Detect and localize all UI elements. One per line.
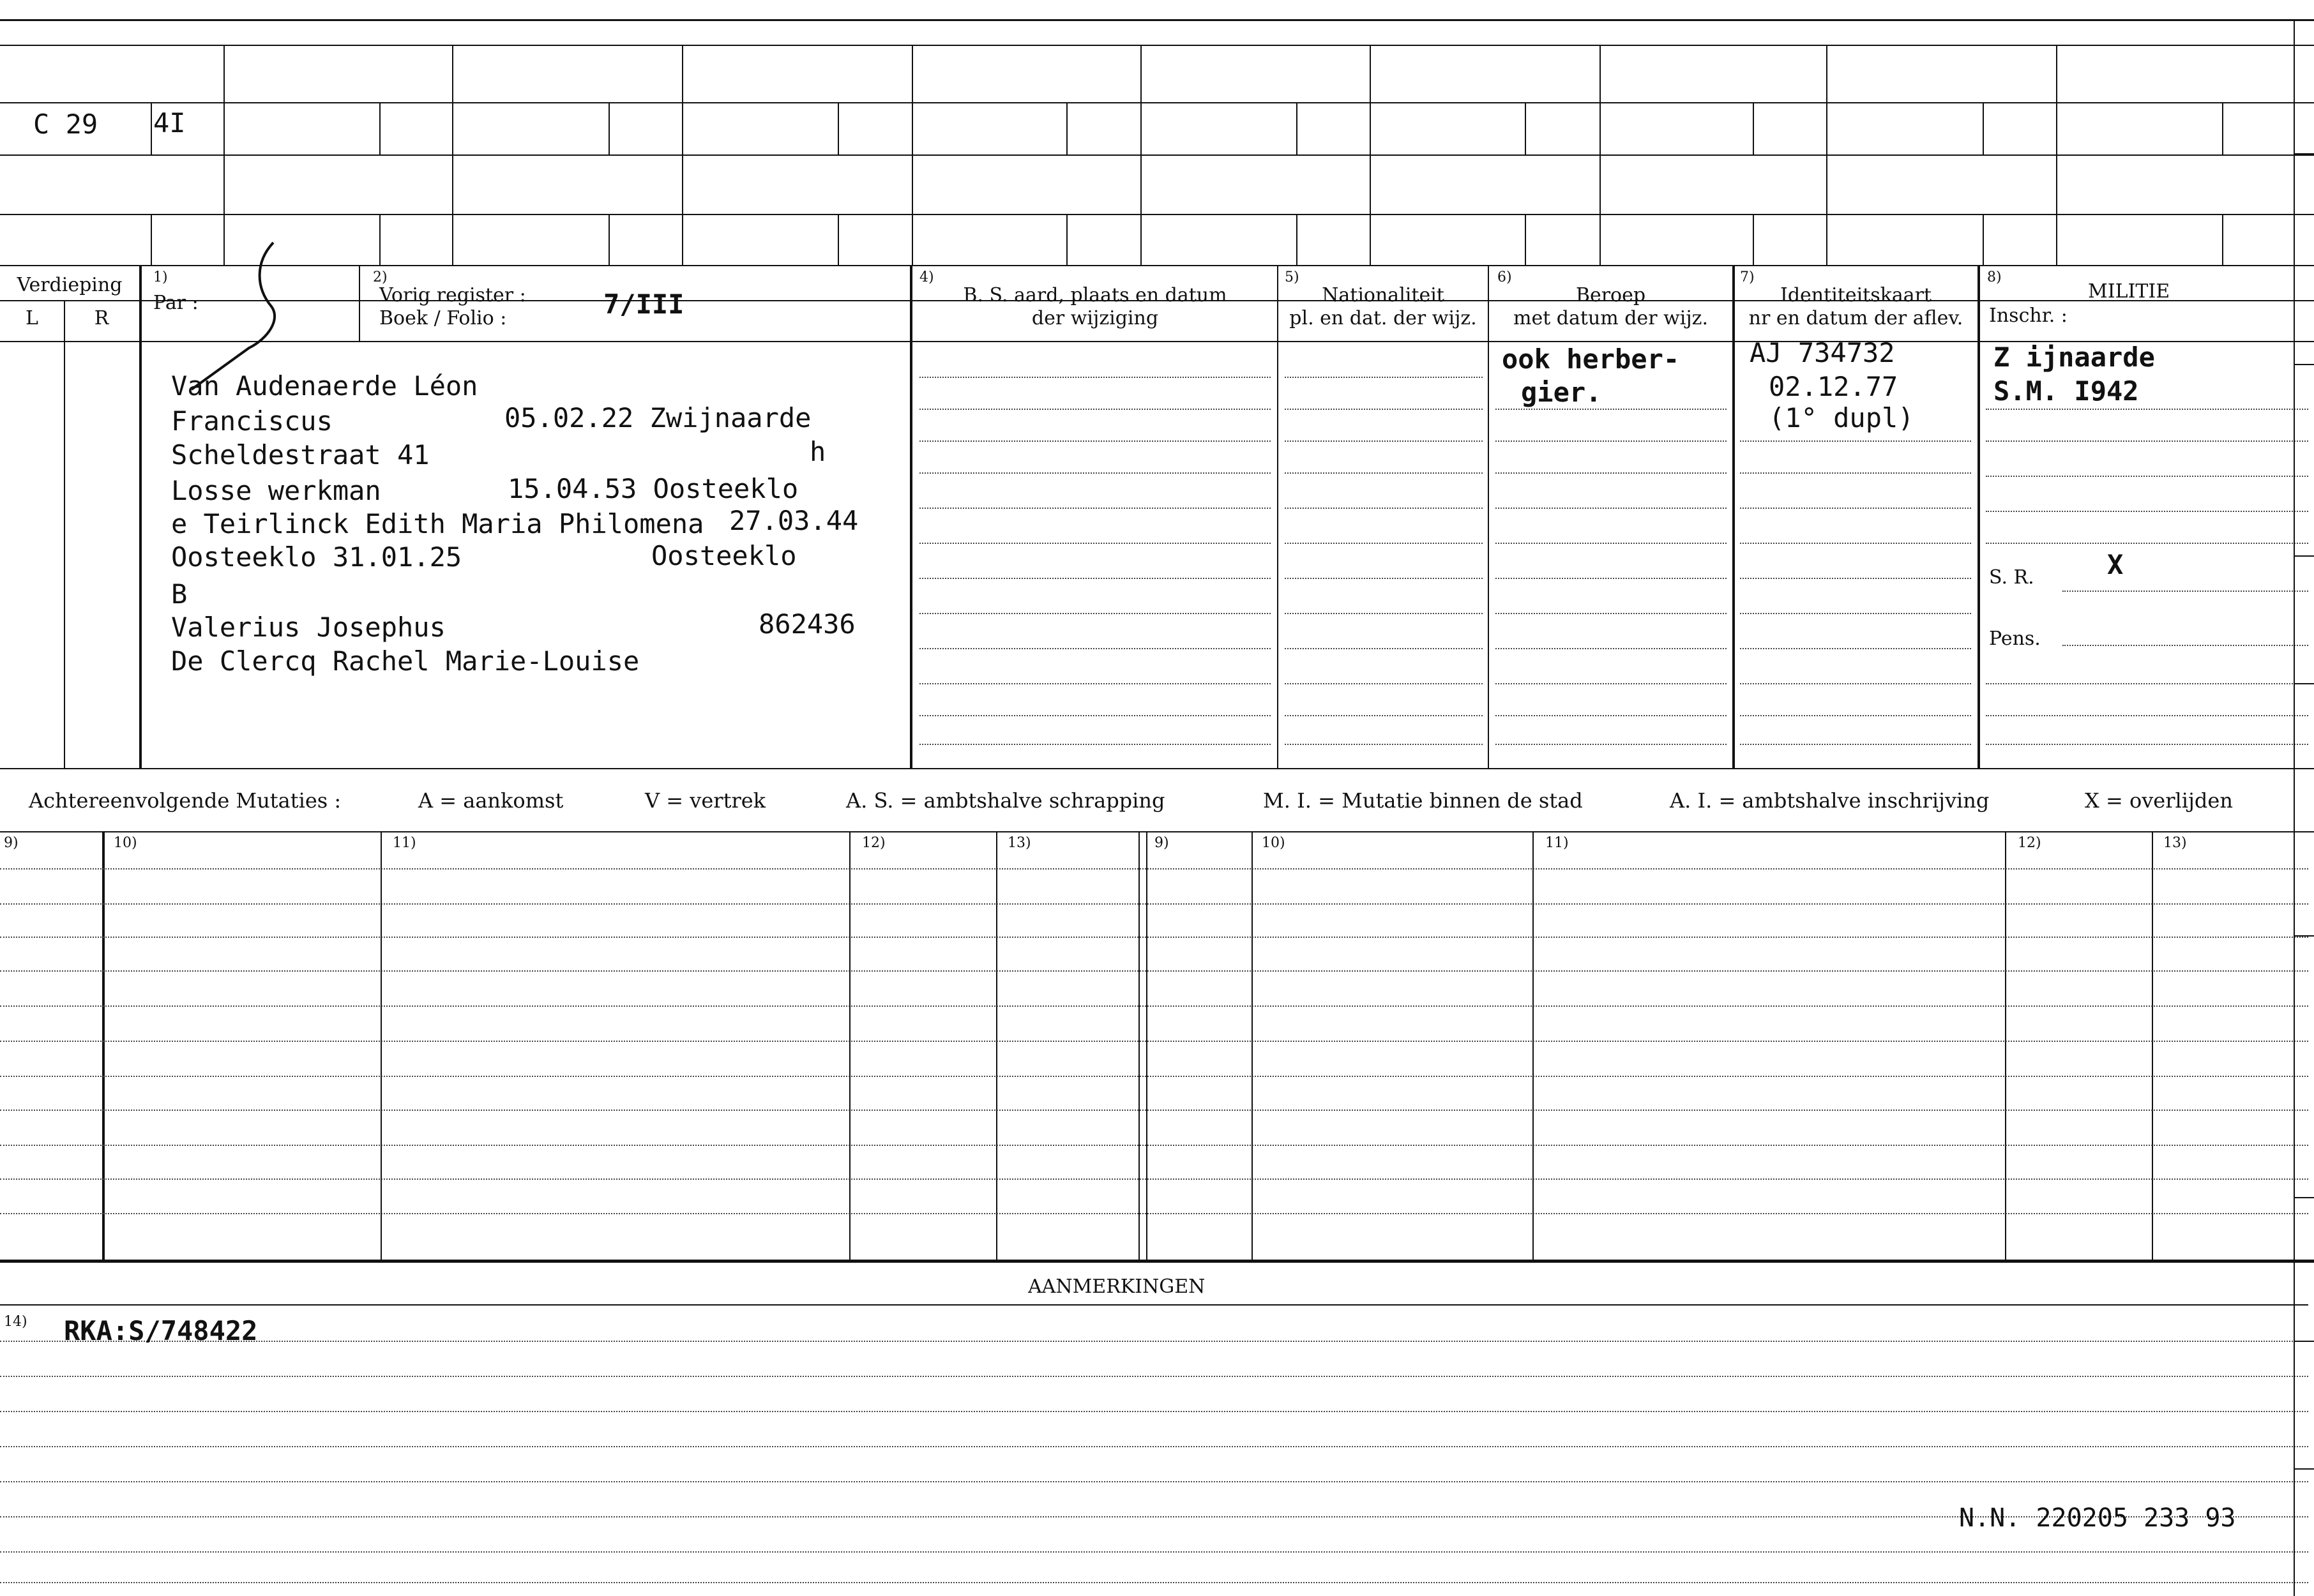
beroep-num: 6) bbox=[1497, 269, 1512, 285]
person-line-4: e Teirlinck Edith Maria Philomena bbox=[171, 508, 704, 539]
beroep-value-1: gier. bbox=[1521, 377, 1602, 408]
mut-col-12b: 12) bbox=[2018, 835, 2041, 851]
ident-value-0: AJ 734732 bbox=[1750, 337, 1895, 368]
bs-line2: der wijziging bbox=[1031, 307, 1159, 329]
ident-line1: Identiteitskaart bbox=[1780, 284, 1932, 306]
mut-col-13a: 13) bbox=[1008, 835, 1031, 851]
person-line-5: Oosteeklo 31.01.25 bbox=[171, 541, 462, 573]
legend-item-v: V = vertrek bbox=[645, 788, 766, 813]
beroep-value-0: ook herber- bbox=[1502, 343, 1680, 375]
beroep-line2: met datum der wijz. bbox=[1513, 307, 1708, 329]
verdieping-right: R bbox=[94, 307, 109, 329]
mut-col-10a: 10) bbox=[114, 835, 137, 851]
nat-num: 5) bbox=[1285, 269, 1299, 285]
vorig-line2: Boek / Folio : bbox=[379, 307, 507, 329]
card-code: C 29 bbox=[33, 109, 98, 140]
bs-num: 4) bbox=[919, 269, 934, 285]
verdieping-title: Verdieping bbox=[17, 274, 123, 296]
person-marriage-date: 27.03.44 bbox=[729, 505, 859, 536]
legend-item-as: A. S. = ambtshalve schrapping bbox=[846, 788, 1165, 813]
person-line-0: Van Audenaerde Léon bbox=[171, 370, 478, 402]
aanmerkingen-value: RKA:S/748422 bbox=[64, 1315, 258, 1346]
person-birth: 05.02.22 Zwijnaarde bbox=[504, 402, 812, 433]
militie-title: MILITIE bbox=[2088, 280, 2170, 303]
person-work-date: 15.04.53 Oosteeklo bbox=[508, 473, 799, 504]
vorig-line1: Vorig register : bbox=[379, 284, 526, 306]
person-line-7: Valerius Josephus bbox=[171, 612, 446, 643]
ident-line2: nr en datum der aflev. bbox=[1748, 307, 1963, 329]
mut-col-11b: 11) bbox=[1545, 835, 1569, 851]
card-code-suffix: 4I bbox=[153, 107, 186, 139]
militie-sr-value: X bbox=[2107, 549, 2124, 580]
person-number: 862436 bbox=[759, 608, 856, 640]
legend-item-a: A = aankomst bbox=[418, 788, 564, 813]
footer-number: N.N. 220205 233 93 bbox=[1959, 1503, 2236, 1533]
person-h-mark: h bbox=[810, 436, 826, 467]
legend-item-ai: A. I. = ambtshalve inschrijving bbox=[1670, 788, 1990, 813]
vorig-num: 2) bbox=[373, 269, 388, 285]
mut-col-9a: 9) bbox=[4, 835, 19, 851]
person-line-3: Losse werkman bbox=[171, 475, 381, 506]
person-line-1: Franciscus bbox=[171, 405, 333, 437]
militie-pens-label: Pens. bbox=[1989, 628, 2041, 650]
mut-col-11a: 11) bbox=[393, 835, 416, 851]
person-line-8: De Clercq Rachel Marie-Louise bbox=[171, 645, 640, 677]
mut-col-10b: 10) bbox=[1262, 835, 1285, 851]
aanmerkingen-title: AANMERKINGEN bbox=[1028, 1276, 1206, 1298]
aanmerkingen-num: 14) bbox=[4, 1314, 27, 1330]
person-line-6: B bbox=[171, 578, 188, 610]
person-place2: Oosteeklo bbox=[651, 540, 797, 571]
ident-value-1: 02.12.77 bbox=[1769, 371, 1898, 402]
militie-inschr-1: S.M. I942 bbox=[1993, 375, 2139, 407]
legend-item-x: X = overlijden bbox=[2085, 788, 2233, 813]
legend-item-mi: M. I. = Mutatie binnen de stad bbox=[1263, 788, 1583, 813]
mut-col-12a: 12) bbox=[862, 835, 886, 851]
militie-inschr-label: Inschr. : bbox=[1989, 305, 2068, 327]
vorig-value: 7/III bbox=[603, 289, 684, 320]
verdieping-left: L bbox=[26, 307, 38, 329]
beroep-line1: Beroep bbox=[1575, 284, 1646, 306]
mut-col-13b: 13) bbox=[2163, 835, 2187, 851]
nat-line2: pl. en dat. der wijz. bbox=[1289, 307, 1477, 329]
mut-col-9b: 9) bbox=[1154, 835, 1169, 851]
legend-title: Achtereenvolgende Mutaties : bbox=[29, 788, 342, 813]
militie-inschr-0: Z ijnaarde bbox=[1993, 342, 2155, 373]
nat-line1: Nationaliteit bbox=[1322, 284, 1444, 306]
par-label: Par : bbox=[153, 292, 199, 314]
person-line-2: Scheldestraat 41 bbox=[171, 439, 430, 471]
militie-num: 8) bbox=[1987, 269, 2002, 285]
ident-value-2: (1° dupl) bbox=[1769, 402, 1914, 433]
bs-line1: B. S. aard, plaats en datum bbox=[963, 284, 1227, 306]
ident-num: 7) bbox=[1740, 269, 1755, 285]
par-num: 1) bbox=[153, 269, 168, 285]
militie-sr-label: S. R. bbox=[1989, 566, 2034, 589]
